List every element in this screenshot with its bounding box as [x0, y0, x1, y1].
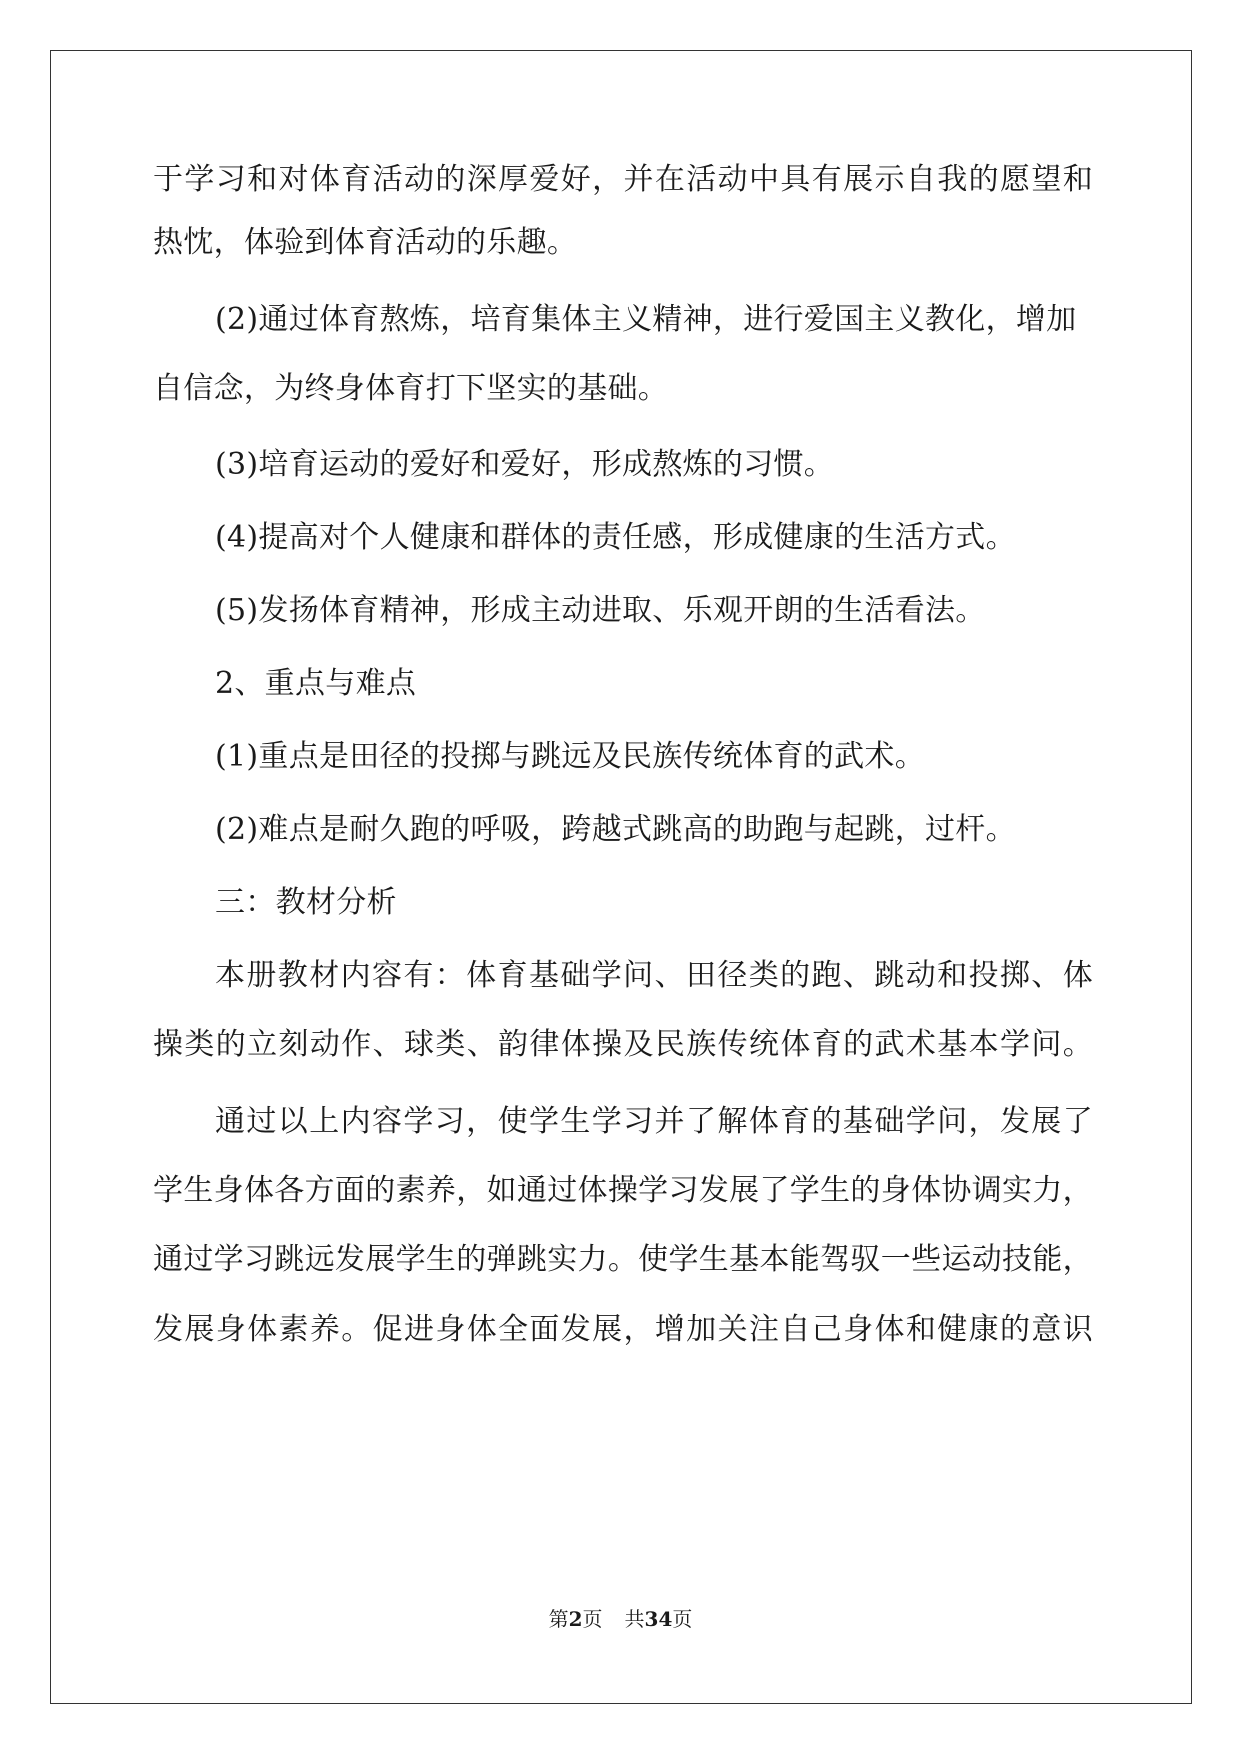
text-line-15: 学生身体各方面的素养，如通过体操学习发展了学生的身体协调实力，	[153, 1173, 1093, 1208]
text-line-1: 于学习和对体育活动的深厚爱好，并在活动中具有展示自我的愿望和	[153, 162, 1093, 197]
text-line-3: (2)通过体育熬炼，培育集体主义精神，进行爱国主义教化，增加	[215, 302, 1077, 337]
section-heading-textbook-analysis: 三：教材分析	[215, 885, 397, 920]
text-line-7: (5)发扬体育精神，形成主动进取、乐观开朗的生活看法。	[215, 593, 986, 628]
text-line-9: (1)重点是田径的投掷与跳远及民族传统体育的武术。	[215, 739, 925, 774]
text-line-14: 通过以上内容学习，使学生学习并了解体育的基础学问，发展了	[215, 1104, 1093, 1139]
page-border	[50, 50, 1192, 1704]
text-line-17: 发展身体素养。促进身体全面发展，增加关注自己身体和健康的意识	[153, 1312, 1093, 1347]
text-line-13: 操类的立刻动作、球类、韵律体操及民族传统体育的武术基本学问。	[153, 1027, 1093, 1062]
footer-page-number: 2	[568, 1607, 583, 1631]
text-line-2: 热忱，体验到体育活动的乐趣。	[153, 225, 578, 260]
footer-total-number: 34	[644, 1607, 673, 1631]
text-line-6: (4)提高对个人健康和群体的责任感，形成健康的生活方式。	[215, 520, 1016, 555]
footer-page-suffix: 页	[582, 1607, 603, 1631]
text-line-5: (3)培育运动的爱好和爱好，形成熬炼的习惯。	[215, 447, 835, 482]
page-footer	[0, 1606, 1241, 1632]
section-heading-key-points: 2、重点与难点	[215, 666, 417, 701]
text-line-4: 自信念，为终身体育打下坚实的基础。	[153, 371, 669, 406]
footer-total-prefix: 共	[624, 1607, 645, 1631]
footer-page-prefix: 第	[548, 1607, 569, 1631]
footer-total-suffix: 页	[672, 1607, 693, 1631]
text-line-10: (2)难点是耐久跑的呼吸，跨越式跳高的助跑与起跳，过杆。	[215, 812, 1016, 847]
text-line-16: 通过学习跳远发展学生的弹跳实力。使学生基本能驾驭一些运动技能，	[153, 1242, 1093, 1277]
text-line-12: 本册教材内容有：体育基础学问、田径类的跑、跳动和投掷、体	[215, 958, 1093, 993]
